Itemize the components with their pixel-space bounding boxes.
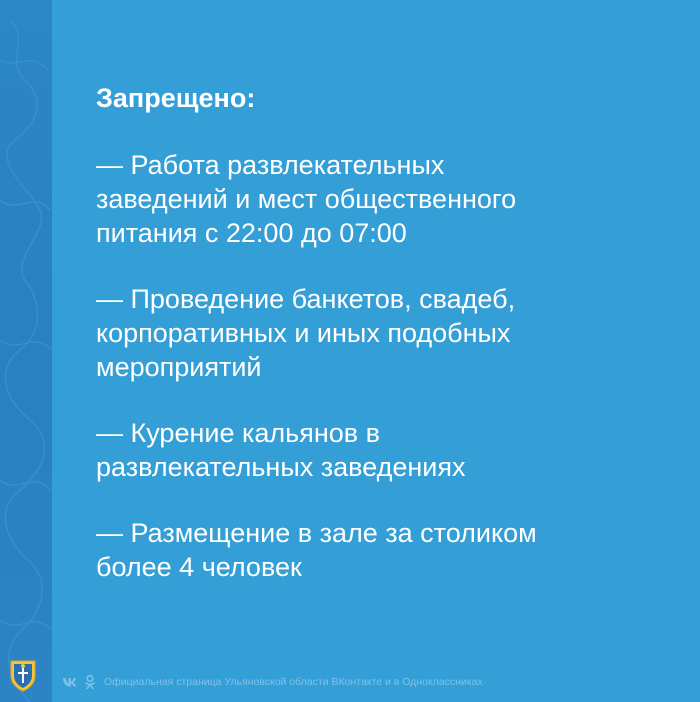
main-content [96,80,676,616]
pattern-ornament [0,0,52,702]
odnoklassniki-icon[interactable] [84,674,96,690]
ulyanovsk-emblem-icon [8,658,38,692]
vk-icon[interactable] [62,676,78,688]
footer [0,650,700,702]
footer-caption: Официальная страница Ульяновской области ВКонтакте и в Одноклассниках [104,676,483,688]
list-item: — Проведение банкетов, свадеб, корпоративных и иных подобных мероприятий [96,284,516,382]
decorative-side-strip [0,0,52,702]
list-item: — Работа развлекательных заведений и мест общественного питания с 22:00 до 07:00 [96,150,517,248]
page-title: Запрещено: [96,83,256,113]
social-icons [62,674,96,690]
list-item: — Размещение в зале за столиком более 4 человек [96,518,537,582]
list-item: — Курение кальянов в развлекательных заведениях [96,418,466,482]
